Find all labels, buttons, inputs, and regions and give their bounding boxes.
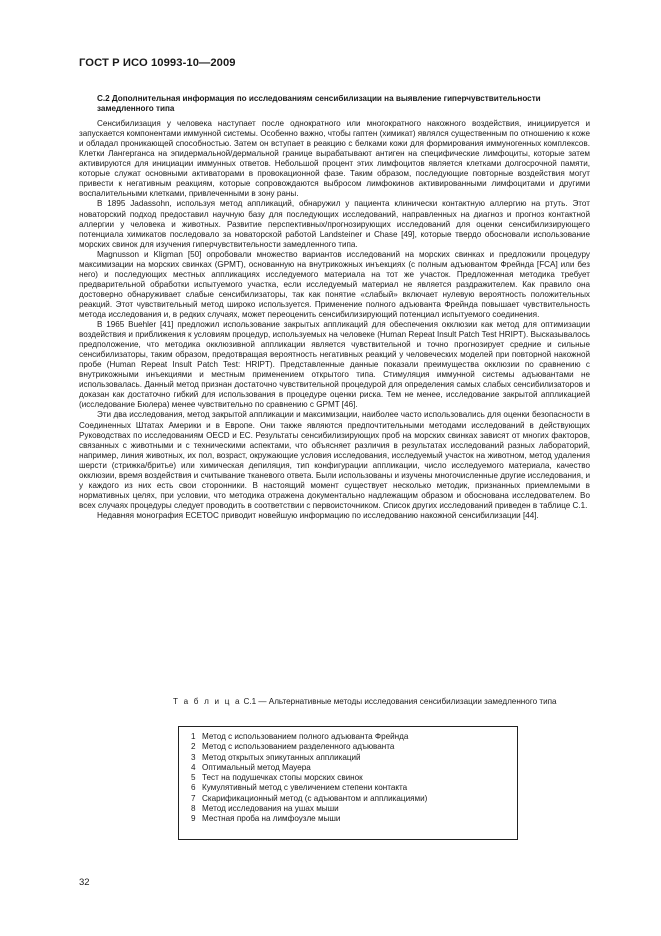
row-number: 9 [191,814,196,824]
paragraph: Magnusson и Kligman [50] опробовали множество вариантов исследований на морских свинках и предложили процедуру максимизации на морских свинках (GPMT), основанную на внутрикожных инъекциях (с полным адъювантом Фрейнда [FCA] или без него) и последующих местных аппликациях исследуемого материала на тот же участок. Предложенная методика требует предварительной обработки испытуемого участка, если исследуемый материал не является раздражителем. Как правило она достоверно обнаруживает слабые сенсибилизаторы, так как понятие «слабый» включает нулевую вероятность положительных реакций. Этот чувствительный метод широко используется. Применение полного адъюванта Фрейнда повышает чувствительность метода исследования и, в редких случаях, может переоценить сенсибилизирующий потенциал испытуемого соединения. [79,249,590,319]
row-text: Метод исследования на ушах мыши [202,804,339,814]
row-number: 1 [191,732,196,741]
methods-table [178,726,518,840]
row-text: Тест на подушечках стопы морских свинок [202,773,363,783]
paragraph: Эти два исследования, метод закрытой аппликации и максимизации, наиболее часто использовались для оценки безопасности в Соединенных Штатах Америки и в Европе. Они также являются предпочтительными методами исследований в действующих Руководствах по исследованиям OECD и EC. Результаты сенсибилизирующих проб на морских свинках зависят от многих факторов, связанных с животными и с техническими аспектами, что объясняет различия в результатах исследований разных лабораторий, например, линия животных, их пол, возраст, окружающие условия исследования, исследуемый участок на животном, метод удаления шерсти (стрижка/бритье) или химическая депиляция, тип конфигурации аппликации, число исследуемого материала, качество окклюзии, время воздействия и считывание тканевого ответа. Были использованы и изучены многочисленные другие исследования, и у каждого из них есть свои сторонники. В настоящий момент существует несколько методик, признанных приемлемыми в нормативных целях, при условии, что методика отражена документально надлежащим образом и обоснована исследователем. Во всех случаях процедуры следует проводить в соответствии с первоисточником. Список других исследований приведен в таблице С.1. [79,410,590,510]
paragraph: Сенсибилизация у человека наступает после однократного или многократного накожного воздействия, инициируется и запускается компонентами иммунной системы. Особенно важно, чтобы гаптен (химикат) являлся существенным по отношению к коже и обладал проникающей способностью. Затем он вступает в реакцию с белками кожи для формирования иммуногенных комплексов. Клетки Лангерганса на эпидермальной/дермальной границе вырабатывают антиген на специфические лимфоциты, которые затем активируются для инициации иммунных ответов. Небольшой процент этих лимфоцитов является клетками долгосрочной памяти, которые служат основными активаторами в провокационной фазе. Таким образом, последующие повторные воздействия могут привести к негативным реакциям, которые сопровождаются выбросом лимфокинов активированными лимфоцитами и другими воспалительными клетками, привлеченными в зону раны. [79,119,590,199]
page-number: 32 [79,877,90,888]
table-row [191,773,517,783]
row-text: Метод открытых эпикутанных аппликаций [202,752,361,762]
table-row [191,804,517,814]
paragraph: В 1965 Buehler [41] предложил использование закрытых аппликаций для обеспечения окклюзии как метод для оптимизации воздействия и приближения к условиям процедур, используемых на человеке (Human Repeat Insult Patch Test HRIPT). Высказывалось предположение, что методика окклюзивной аппликации является чувствительной и точно прогнозирует средние и сильные сенсибилизаторы, таким образом, предотвращая вероятность негативных реакций у человеческих моделей при повторной накожной пробе (Human Repeat Insult Patch Test: HRIPT). Представленные данные показали преимущества окклюзии по сравнению с внутрикожными инъекциями и местным применением открытого типа. Стимуляция иммунной системы адъювантами не использовалась. Данный метод признан достаточно чувствительной процедурой для определения самых слабых сенсибилизаторов и доказан как достаточно гибкий для использования в процедуре оценки риска. Тем не менее, исследование закрытой аппликацией (исследование Бюлера) менее чувствительно по сравнению с GPMT [46]. [79,320,590,410]
row-number: 7 [191,793,196,803]
table-row [191,742,517,752]
row-number: 8 [191,804,196,814]
table-caption [173,697,558,708]
paragraph: Недавняя монография ЕСЕТОС приводит новейшую информацию по исследованию накожной сенсибилизации [44]. [97,510,539,520]
row-number: 4 [191,762,196,772]
table-row [191,814,517,824]
row-text: Кумулятивный метод с увеличением степени контакта [202,783,408,793]
table-row [191,753,517,763]
table-label: Т а б л и ц а [173,697,242,706]
row-text: Метод с использованием разделенного адъюванта [202,742,395,752]
section-title: С.2 Дополнительная информация по исследованиям сенсибилизации на выявление гиперчувствительности замедленного типа [97,94,541,114]
table-row [191,783,517,793]
row-number: 2 [191,742,196,752]
row-number: 3 [191,752,196,762]
table-row [191,732,517,742]
row-text: Метод с использованием полного адъюванта Фрейнда [202,732,409,741]
table-row [191,763,517,773]
row-text: Местная проба на лимфоузле мыши [202,814,341,824]
row-number: 6 [191,783,196,793]
row-number: 5 [191,773,196,783]
section-body [79,94,590,521]
table-row [191,794,517,804]
row-text: Оптимальный метод Мауера [202,762,311,772]
row-text: Скарификационный метод (с адъювантом и аппликациями) [202,793,428,803]
paragraph: В 1895 Jadassohn, используя метод аппликаций, обнаружил у пациента клинически контактную аллергию на ртуть. Этот новаторский подход предоставил научную базу для последующих исследований, направленных на диагноз и прогноз контактной аллергии у человека и животных. Развитие перспективных/прогнозирующих исследований для оценки сенсибилизирующего потенциала химикатов последовало за новаторской работой Landsteiner и Chase [49], которые твердо обосновали использование морских свинок для изучения гиперчувствительности замедленного типа. [79,199,590,249]
standard-header: ГОСТ Р ИСО 10993-10—2009 [79,57,236,69]
table-caption-text: С.1 — Альтернативные методы исследования сенсибилизации замедленного типа [241,697,557,706]
